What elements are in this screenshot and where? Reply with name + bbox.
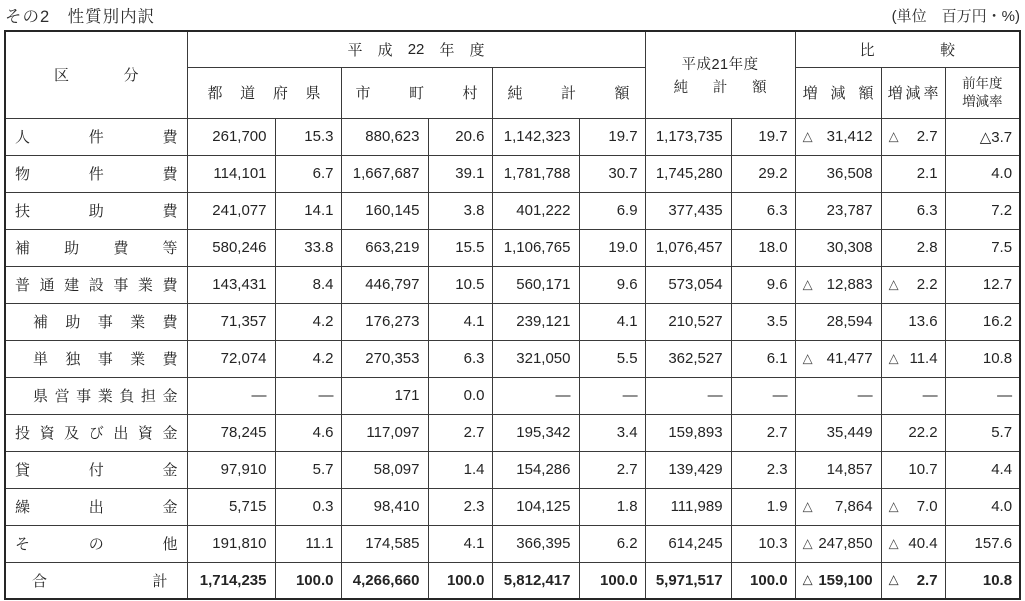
- diff-amt-cell: 35,449: [795, 414, 881, 451]
- pref-pct-cell: 5.7: [275, 451, 341, 488]
- prev-pct-cell: 12.7: [945, 266, 1020, 303]
- diff-pct-cell: △ 7.0: [881, 488, 945, 525]
- diff-amt-cell: 28,594: [795, 303, 881, 340]
- diff-pct-cell: 22.2: [881, 414, 945, 451]
- net-pct-cell: 19.7: [579, 118, 645, 155]
- net-amt-cell: 104,125: [492, 488, 579, 525]
- muni-pct-cell: 100.0: [428, 562, 492, 599]
- pref-amt-cell: 114,101: [187, 155, 275, 192]
- table-row: [5, 155, 1020, 192]
- pref-amt-cell: 580,246: [187, 229, 275, 266]
- table-row: [5, 525, 1020, 562]
- prev-pct-cell: 10.8: [945, 340, 1020, 377]
- pref-pct-cell: 14.1: [275, 192, 341, 229]
- diff-amt-cell: 36,508: [795, 155, 881, 192]
- table-row: [5, 303, 1020, 340]
- header-change-amount: 増 減 額: [795, 67, 881, 118]
- diff-pct-cell: 2.8: [881, 229, 945, 266]
- h21-pct-cell: 100.0: [731, 562, 795, 599]
- header-heisei22: [187, 31, 645, 67]
- pref-pct-cell: 15.3: [275, 118, 341, 155]
- h21-amt-cell: 139,429: [645, 451, 731, 488]
- prev-pct-cell: △3.7: [945, 118, 1020, 155]
- net-pct-cell: 30.7: [579, 155, 645, 192]
- muni-amt-cell: 171: [341, 377, 428, 414]
- net-pct-cell: 4.1: [579, 303, 645, 340]
- pref-pct-cell: 100.0: [275, 562, 341, 599]
- pref-pct-cell: —: [275, 377, 341, 414]
- muni-amt-cell: 160,145: [341, 192, 428, 229]
- row-label: 扶 助 費: [5, 192, 187, 229]
- table-row: [5, 192, 1020, 229]
- prev-pct-cell: 16.2: [945, 303, 1020, 340]
- row-label: 単 独 事 業 費: [5, 340, 187, 377]
- muni-pct-cell: 2.3: [428, 488, 492, 525]
- h21-amt-cell: 5,971,517: [645, 562, 731, 599]
- prev-pct-cell: 4.0: [945, 155, 1020, 192]
- triangle-decrease-icon: △: [888, 350, 899, 365]
- h21-amt-cell: 1,173,735: [645, 118, 731, 155]
- diff-amt-cell: △ 41,477: [795, 340, 881, 377]
- muni-pct-cell: 20.6: [428, 118, 492, 155]
- h21-pct-cell: 29.2: [731, 155, 795, 192]
- h21-pct-cell: 10.3: [731, 525, 795, 562]
- diff-amt-cell: 23,787: [795, 192, 881, 229]
- row-label: 人 件 費: [5, 118, 187, 155]
- muni-pct-cell: 39.1: [428, 155, 492, 192]
- table-row: [5, 488, 1020, 525]
- h21-amt-cell: 1,076,457: [645, 229, 731, 266]
- pref-pct-cell: 4.2: [275, 303, 341, 340]
- muni-pct-cell: 0.0: [428, 377, 492, 414]
- h21-amt-cell: 573,054: [645, 266, 731, 303]
- muni-pct-cell: 3.8: [428, 192, 492, 229]
- diff-amt-cell: △ 247,850: [795, 525, 881, 562]
- row-label: 物 件 費: [5, 155, 187, 192]
- muni-amt-cell: 1,667,687: [341, 155, 428, 192]
- muni-amt-cell: 663,219: [341, 229, 428, 266]
- muni-pct-cell: 15.5: [428, 229, 492, 266]
- net-pct-cell: 6.2: [579, 525, 645, 562]
- prev-pct-cell: 10.8: [945, 562, 1020, 599]
- prev-pct-cell: —: [945, 377, 1020, 414]
- diff-amt-cell: △ 31,412: [795, 118, 881, 155]
- h21-pct-cell: 3.5: [731, 303, 795, 340]
- pref-amt-cell: —: [187, 377, 275, 414]
- net-pct-cell: 5.5: [579, 340, 645, 377]
- triangle-decrease-icon: △: [802, 498, 813, 513]
- diff-pct-cell: △ 2.7: [881, 562, 945, 599]
- header-municipalities: 市 町 村: [341, 67, 492, 118]
- pref-amt-cell: 191,810: [187, 525, 275, 562]
- diff-pct-cell: 2.1: [881, 155, 945, 192]
- h21-amt-cell: 614,245: [645, 525, 731, 562]
- diff-amt-cell: △ 12,883: [795, 266, 881, 303]
- muni-amt-cell: 4,266,660: [341, 562, 428, 599]
- net-pct-cell: 9.6: [579, 266, 645, 303]
- diff-pct-cell: △ 40.4: [881, 525, 945, 562]
- row-label: 投 資 及 び 出 資 金: [5, 414, 187, 451]
- muni-amt-cell: 58,097: [341, 451, 428, 488]
- h21-pct-cell: 1.9: [731, 488, 795, 525]
- muni-amt-cell: 117,097: [341, 414, 428, 451]
- net-pct-cell: 2.7: [579, 451, 645, 488]
- h21-amt-cell: 362,527: [645, 340, 731, 377]
- pref-amt-cell: 72,074: [187, 340, 275, 377]
- net-pct-cell: 100.0: [579, 562, 645, 599]
- row-label: 補 助 費 等: [5, 229, 187, 266]
- h21-pct-cell: 19.7: [731, 118, 795, 155]
- total-row: [5, 562, 1020, 599]
- h21-pct-cell: 2.3: [731, 451, 795, 488]
- net-amt-cell: 321,050: [492, 340, 579, 377]
- triangle-decrease-icon: △: [802, 128, 813, 143]
- triangle-decrease-icon: △: [802, 276, 813, 291]
- diff-pct-cell: △ 2.7: [881, 118, 945, 155]
- net-pct-cell: 3.4: [579, 414, 645, 451]
- diff-amt-cell: 14,857: [795, 451, 881, 488]
- net-amt-cell: 5,812,417: [492, 562, 579, 599]
- titlebar: [5, 3, 1020, 27]
- unit-label: (単位 百万円・%): [891, 7, 1020, 25]
- triangle-decrease-icon: △: [888, 128, 899, 143]
- table-row: [5, 340, 1020, 377]
- muni-amt-cell: 446,797: [341, 266, 428, 303]
- muni-pct-cell: 10.5: [428, 266, 492, 303]
- pref-amt-cell: 5,715: [187, 488, 275, 525]
- net-amt-cell: —: [492, 377, 579, 414]
- net-amt-cell: 1,106,765: [492, 229, 579, 266]
- muni-pct-cell: 4.1: [428, 303, 492, 340]
- triangle-decrease-icon: △: [888, 276, 899, 291]
- h21-amt-cell: 377,435: [645, 192, 731, 229]
- h21-amt-cell: 210,527: [645, 303, 731, 340]
- h21-pct-cell: —: [731, 377, 795, 414]
- h21-amt-cell: 111,989: [645, 488, 731, 525]
- header-prefectures: 都 道 府 県: [187, 67, 341, 118]
- row-label: そ の 他: [5, 525, 187, 562]
- diff-amt-cell: —: [795, 377, 881, 414]
- muni-pct-cell: 6.3: [428, 340, 492, 377]
- header-heisei22-label: 平 成 22 年 度: [347, 40, 485, 59]
- triangle-decrease-icon: △: [888, 535, 899, 550]
- pref-pct-cell: 8.4: [275, 266, 341, 303]
- header-net-total: 純 計 額: [492, 67, 645, 118]
- muni-amt-cell: 176,273: [341, 303, 428, 340]
- net-amt-cell: 239,121: [492, 303, 579, 340]
- net-pct-cell: —: [579, 377, 645, 414]
- h21-amt-cell: 159,893: [645, 414, 731, 451]
- net-amt-cell: 1,781,788: [492, 155, 579, 192]
- h21-pct-cell: 2.7: [731, 414, 795, 451]
- triangle-decrease-icon: △: [802, 571, 813, 587]
- h21-pct-cell: 18.0: [731, 229, 795, 266]
- pref-amt-cell: 261,700: [187, 118, 275, 155]
- table-row: [5, 266, 1020, 303]
- diff-pct-cell: —: [881, 377, 945, 414]
- table-row: [5, 118, 1020, 155]
- table-row: [5, 414, 1020, 451]
- table-row: [5, 377, 1020, 414]
- table-row: [5, 229, 1020, 266]
- h21-pct-cell: 9.6: [731, 266, 795, 303]
- pref-amt-cell: 1,714,235: [187, 562, 275, 599]
- h21-amt-cell: —: [645, 377, 731, 414]
- header-change-rate: 増 減 率: [881, 67, 945, 118]
- pref-pct-cell: 4.2: [275, 340, 341, 377]
- expense-breakdown-table: [4, 30, 1021, 600]
- page-title: その2 性質別内訳: [5, 8, 156, 26]
- row-label: 県 営 事 業 負 担 金: [5, 377, 187, 414]
- pref-pct-cell: 11.1: [275, 525, 341, 562]
- triangle-decrease-icon: △: [802, 535, 813, 550]
- prev-pct-cell: 7.5: [945, 229, 1020, 266]
- row-label: 補 助 事 業 費: [5, 303, 187, 340]
- row-label: 貸 付 金: [5, 451, 187, 488]
- table-row: [5, 451, 1020, 488]
- muni-amt-cell: 174,585: [341, 525, 428, 562]
- pref-amt-cell: 143,431: [187, 266, 275, 303]
- pref-pct-cell: 6.7: [275, 155, 341, 192]
- pref-amt-cell: 241,077: [187, 192, 275, 229]
- net-pct-cell: 6.9: [579, 192, 645, 229]
- header-kubun: [5, 31, 187, 118]
- header-heisei21-label: 平成21年度 純 計 額: [673, 56, 767, 96]
- diff-pct-cell: 13.6: [881, 303, 945, 340]
- diff-pct-cell: 6.3: [881, 192, 945, 229]
- prev-pct-cell: 5.7: [945, 414, 1020, 451]
- diff-amt-cell: △ 7,864: [795, 488, 881, 525]
- table-body: [5, 118, 1020, 599]
- pref-amt-cell: 71,357: [187, 303, 275, 340]
- diff-pct-cell: 10.7: [881, 451, 945, 488]
- muni-amt-cell: 880,623: [341, 118, 428, 155]
- diff-amt-cell: △ 159,100: [795, 562, 881, 599]
- h21-pct-cell: 6.1: [731, 340, 795, 377]
- muni-pct-cell: 2.7: [428, 414, 492, 451]
- row-label: 繰 出 金: [5, 488, 187, 525]
- header-prev-year-change-rate: 前年度 増減率: [945, 67, 1020, 118]
- pref-pct-cell: 33.8: [275, 229, 341, 266]
- net-amt-cell: 560,171: [492, 266, 579, 303]
- diff-amt-cell: 30,308: [795, 229, 881, 266]
- muni-pct-cell: 1.4: [428, 451, 492, 488]
- header-kubun-label: 区 分: [54, 67, 139, 85]
- h21-pct-cell: 6.3: [731, 192, 795, 229]
- net-pct-cell: 19.0: [579, 229, 645, 266]
- row-label: 合 計: [5, 562, 187, 599]
- prev-pct-cell: 4.4: [945, 451, 1020, 488]
- header-heisei21-net-total: [645, 31, 795, 118]
- net-amt-cell: 366,395: [492, 525, 579, 562]
- prev-pct-cell: 4.0: [945, 488, 1020, 525]
- prev-pct-cell: 7.2: [945, 192, 1020, 229]
- triangle-decrease-icon: △: [802, 350, 813, 365]
- header-comparison-label: 比 較: [859, 41, 956, 59]
- net-pct-cell: 1.8: [579, 488, 645, 525]
- triangle-decrease-icon: △: [888, 498, 899, 513]
- pref-amt-cell: 78,245: [187, 414, 275, 451]
- h21-amt-cell: 1,745,280: [645, 155, 731, 192]
- net-amt-cell: 154,286: [492, 451, 579, 488]
- diff-pct-cell: △ 2.2: [881, 266, 945, 303]
- pref-pct-cell: 0.3: [275, 488, 341, 525]
- triangle-decrease-icon: △: [888, 571, 899, 587]
- row-label: 普 通 建 設 事 業 費: [5, 266, 187, 303]
- pref-pct-cell: 4.6: [275, 414, 341, 451]
- header-comparison: [795, 31, 1020, 67]
- net-amt-cell: 1,142,323: [492, 118, 579, 155]
- muni-amt-cell: 270,353: [341, 340, 428, 377]
- net-amt-cell: 195,342: [492, 414, 579, 451]
- diff-pct-cell: △ 11.4: [881, 340, 945, 377]
- muni-pct-cell: 4.1: [428, 525, 492, 562]
- pref-amt-cell: 97,910: [187, 451, 275, 488]
- prev-pct-cell: 157.6: [945, 525, 1020, 562]
- net-amt-cell: 401,222: [492, 192, 579, 229]
- muni-amt-cell: 98,410: [341, 488, 428, 525]
